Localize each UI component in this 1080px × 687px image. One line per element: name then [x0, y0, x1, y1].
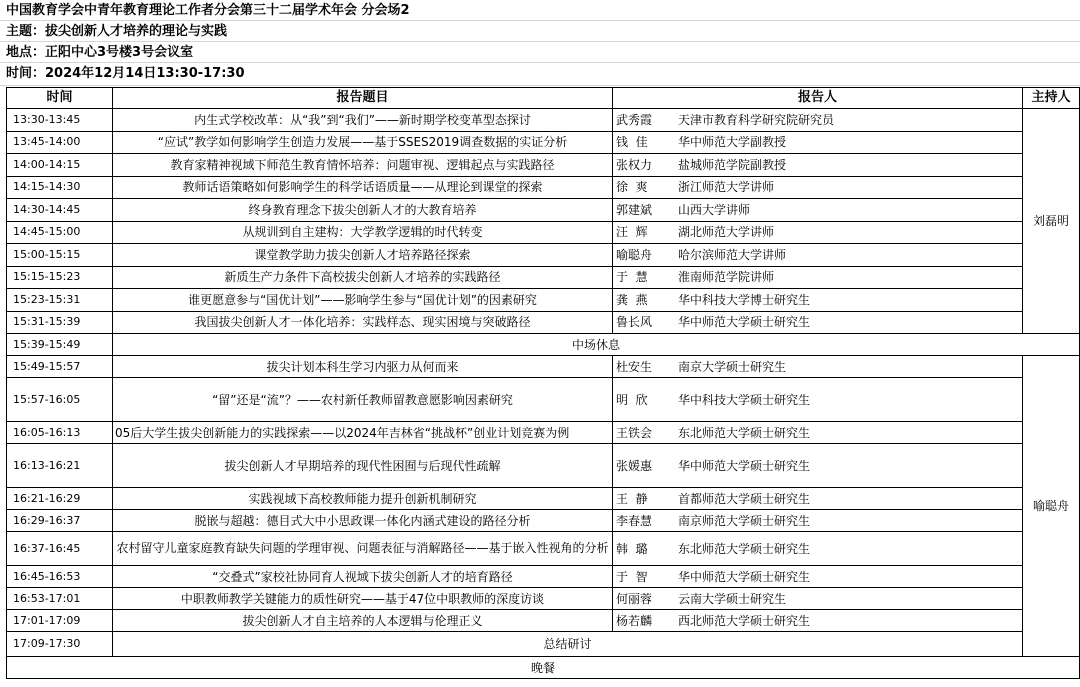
reporter-name: 韩 璐	[616, 541, 648, 556]
row-time: 14:45-15:00	[7, 221, 113, 244]
row-title: 脱嵌与超越：德目式大中小思政课一体化内涵式建设的路径分析	[113, 510, 613, 532]
row-time: 16:29-16:37	[7, 510, 113, 532]
reporter-affiliation: 华中师范大学副教授	[678, 135, 787, 150]
reporter-affiliation: 南京大学硕士研究生	[678, 359, 787, 374]
host-cell: 喻聪舟	[1023, 356, 1080, 657]
reporter-affiliation: 东北师范大学硕士研究生	[678, 425, 811, 440]
row-title: 拔尖创新人才自主培养的人本逻辑与伦理正义	[113, 610, 613, 632]
row-time: 14:15-14:30	[7, 176, 113, 199]
table-row	[7, 422, 1080, 444]
reporter-name: 钱 佳	[616, 135, 648, 150]
row-time: 13:30-13:45	[7, 109, 113, 132]
row-title: 内生式学校改革：从“我”到“我们”——新时期学校变革型态探讨	[113, 109, 613, 132]
dinner-row	[7, 657, 1080, 679]
row-title: 教师话语策略如何影响学生的科学话语质量——从理论到课堂的探索	[113, 176, 613, 199]
table-row	[7, 610, 1080, 632]
row-time: 15:23-15:31	[7, 289, 113, 312]
row-title: 终身教育理念下拔尖创新人才的大教育培养	[113, 199, 613, 222]
row-reporter	[613, 422, 1023, 444]
col-header-time: 时间	[7, 88, 113, 109]
reporter-affiliation: 山西大学讲师	[678, 202, 751, 217]
reporter-affiliation: 云南大学硕士研究生	[678, 591, 787, 606]
col-header-reporter: 报告人	[613, 88, 1023, 109]
reporter-name: 张媛惠	[616, 458, 653, 473]
row-reporter	[613, 610, 1023, 632]
reporter-affiliation: 淮南师范学院讲师	[678, 270, 775, 285]
time-text: 时间：2024年12月14日13:30-17:30	[6, 66, 245, 81]
table-row	[7, 221, 1080, 244]
table-row	[7, 378, 1080, 422]
row-time: 15:57-16:05	[7, 378, 113, 422]
table-row	[7, 199, 1080, 222]
row-title: 拔尖创新人才早期培养的现代性困囿与后现代性疏解	[113, 444, 613, 488]
header-theme-row	[0, 21, 1080, 42]
table-body	[7, 109, 1080, 679]
table-row	[7, 154, 1080, 177]
row-time: 16:21-16:29	[7, 488, 113, 510]
summary-row	[7, 632, 1080, 657]
reporter-affiliation: 湖北师范大学讲师	[678, 225, 775, 240]
table-row	[7, 176, 1080, 199]
row-title: 05后大学生拔尖创新能力的实践探索——以2024年吉林省“挑战杯”创业计划竞赛为例	[113, 422, 613, 444]
reporter-affiliation: 东北师范大学硕士研究生	[678, 541, 811, 556]
row-reporter	[613, 378, 1023, 422]
row-reporter	[613, 199, 1023, 222]
row-time: 15:00-15:15	[7, 244, 113, 267]
reporter-affiliation: 天津市教育科学研究院研究员	[678, 112, 835, 127]
row-time: 16:13-16:21	[7, 444, 113, 488]
row-reporter	[613, 266, 1023, 289]
row-reporter	[613, 588, 1023, 610]
conference-title: 中国教育学会中青年教育理论工作者分会第三十二届学术年会 分会场2	[6, 3, 410, 18]
table-row	[7, 488, 1080, 510]
row-title: 课堂教学助力拔尖创新人才培养路径探索	[113, 244, 613, 267]
col-header-host: 主持人	[1023, 88, 1080, 109]
reporter-name: 王 静	[616, 491, 648, 506]
reporter-name: 王铁会	[616, 425, 653, 440]
reporter-affiliation: 盐城师范学院副教授	[678, 157, 787, 172]
reporter-affiliation: 西北师范大学硕士研究生	[678, 613, 811, 628]
dinner-label: 晚餐	[7, 657, 1080, 679]
row-title: “留”还是“流”？——农村新任教师留教意愿影响因素研究	[113, 378, 613, 422]
row-time: 16:53-17:01	[7, 588, 113, 610]
reporter-name: 喻聪舟	[616, 247, 653, 262]
row-title: 从规训到自主建构：大学教学逻辑的时代转变	[113, 221, 613, 244]
row-reporter	[613, 488, 1023, 510]
reporter-affiliation: 华中师范大学硕士研究生	[678, 569, 811, 584]
reporter-affiliation: 华中师范大学硕士研究生	[678, 458, 811, 473]
row-reporter	[613, 109, 1023, 132]
row-reporter	[613, 244, 1023, 267]
row-reporter	[613, 311, 1023, 334]
header-location-row	[0, 42, 1080, 63]
host-cell: 刘磊明	[1023, 109, 1080, 334]
table-row	[7, 289, 1080, 312]
reporter-name: 龚 燕	[616, 292, 648, 307]
location-text: 地点：正阳中心3号楼3号会议室	[6, 45, 194, 60]
table-row	[7, 356, 1080, 378]
header-time-row	[0, 63, 1080, 86]
row-reporter	[613, 356, 1023, 378]
reporter-name: 杜安生	[616, 359, 653, 374]
row-time: 16:05-16:13	[7, 422, 113, 444]
schedule-table	[6, 87, 1080, 679]
reporter-affiliation: 华中科技大学硕士研究生	[678, 392, 811, 407]
col-header-title: 报告题目	[113, 88, 613, 109]
reporter-name: 张权力	[616, 157, 653, 172]
row-time: 16:37-16:45	[7, 532, 113, 566]
summary-label: 总结研讨	[113, 632, 1023, 657]
table-header-row	[7, 88, 1080, 109]
reporter-affiliation: 首都师范大学硕士研究生	[678, 491, 811, 506]
table-row	[7, 588, 1080, 610]
row-reporter	[613, 221, 1023, 244]
row-title: 新质生产力条件下高校拔尖创新人才培养的实践路径	[113, 266, 613, 289]
row-time: 16:45-16:53	[7, 566, 113, 588]
table-row	[7, 311, 1080, 334]
reporter-name: 何丽蓉	[616, 591, 653, 606]
row-title: 教育家精神视域下师范生教育情怀培养：问题审视、逻辑起点与实践路径	[113, 154, 613, 177]
row-reporter	[613, 510, 1023, 532]
row-reporter	[613, 532, 1023, 566]
row-reporter	[613, 154, 1023, 177]
table-row	[7, 444, 1080, 488]
reporter-name: 鲁长风	[616, 315, 653, 330]
row-time: 15:15-15:23	[7, 266, 113, 289]
reporter-name: 李春慧	[616, 513, 653, 528]
row-title: “交叠式”家校社协同育人视域下拔尖创新人才的培育路径	[113, 566, 613, 588]
reporter-affiliation: 南京师范大学硕士研究生	[678, 513, 811, 528]
reporter-name: 郭建斌	[616, 202, 653, 217]
break-time: 15:39-15:49	[7, 334, 113, 356]
table-row	[7, 131, 1080, 154]
row-title: 拔尖计划本科生学习内驱力从何而来	[113, 356, 613, 378]
row-time: 17:01-17:09	[7, 610, 113, 632]
row-title: 农村留守儿童家庭教育缺失问题的学理审视、问题表征与消解路径——基于嵌入性视角的分析	[113, 532, 613, 566]
row-title: “应试”教学如何影响学生创造力发展——基于SSES2019调查数据的实证分析	[113, 131, 613, 154]
table-row	[7, 109, 1080, 132]
reporter-name: 杨若麟	[616, 613, 653, 628]
row-time: 14:30-14:45	[7, 199, 113, 222]
reporter-name: 于 智	[616, 569, 648, 584]
reporter-affiliation: 浙江师范大学讲师	[678, 180, 775, 195]
reporter-affiliation: 华中科技大学博士研究生	[678, 292, 811, 307]
row-time: 13:45-14:00	[7, 131, 113, 154]
row-time: 14:00-14:15	[7, 154, 113, 177]
header-title-row	[0, 0, 1080, 21]
row-title: 实践视域下高校教师能力提升创新机制研究	[113, 488, 613, 510]
reporter-name: 汪 辉	[616, 225, 648, 240]
reporter-name: 于 慧	[616, 270, 648, 285]
reporter-affiliation: 哈尔滨师范大学讲师	[678, 247, 787, 262]
table-row	[7, 244, 1080, 267]
row-reporter	[613, 176, 1023, 199]
table-row	[7, 532, 1080, 566]
row-reporter	[613, 444, 1023, 488]
table-row	[7, 266, 1080, 289]
theme-text: 主题：拔尖创新人才培养的理论与实践	[6, 24, 228, 39]
row-time: 15:49-15:57	[7, 356, 113, 378]
table-row	[7, 510, 1080, 532]
break-row	[7, 334, 1080, 356]
row-title: 中职教师教学关键能力的质性研究——基于47位中职教师的深度访谈	[113, 588, 613, 610]
reporter-affiliation: 华中师范大学硕士研究生	[678, 315, 811, 330]
summary-time: 17:09-17:30	[7, 632, 113, 657]
reporter-name: 明 欣	[616, 392, 648, 407]
table-row	[7, 566, 1080, 588]
row-reporter	[613, 566, 1023, 588]
break-label: 中场休息	[113, 334, 1080, 356]
reporter-name: 武秀霞	[616, 112, 653, 127]
reporter-name: 徐 爽	[616, 180, 648, 195]
row-time: 15:31-15:39	[7, 311, 113, 334]
row-title: 谁更愿意参与“国优计划”——影响学生参与“国优计划”的因素研究	[113, 289, 613, 312]
row-title: 我国拔尖创新人才一体化培养：实践样态、现实困境与突破路径	[113, 311, 613, 334]
row-reporter	[613, 131, 1023, 154]
row-reporter	[613, 289, 1023, 312]
